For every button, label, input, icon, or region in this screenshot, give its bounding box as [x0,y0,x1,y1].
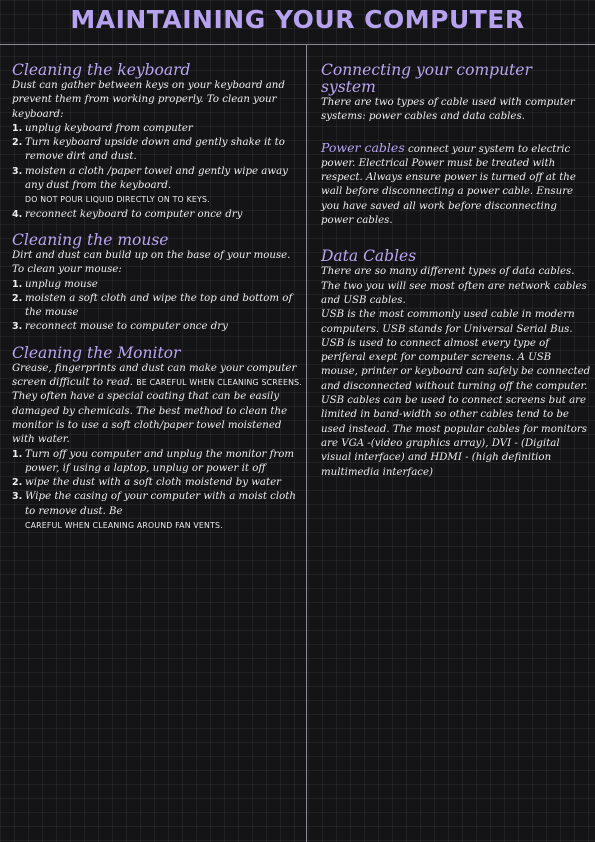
step-number: 1. [12,278,23,290]
list-item [12,165,302,208]
keyboard-heading: Cleaning the keyboard [12,61,191,79]
data-section [321,248,591,479]
mouse-heading: Cleaning the mouse [12,230,169,249]
column-divider [306,44,307,842]
data-heading: Data Cables [321,247,417,266]
step-number: 1. [12,122,23,134]
power-body: connect your system to electric power. Electrical Power must be treated with respect. Always ensure power is turned off at the wall before disconnecting a power cable. Ensure you have saved all work before disconnecting power cables. [321,143,576,227]
mouse-section [12,232,302,335]
step-number: 2. [12,292,23,304]
keyboard-intro: Dust can gather between keys on your keyboard and prevent them from working properly. To clean your keyboard: [12,80,285,120]
connecting-heading: Connecting your computer system [321,61,532,96]
list-item [12,136,302,165]
step-number: 2. [12,477,23,489]
list-item [12,278,302,292]
step-number: 3. [12,165,23,177]
step-number: 1. [12,448,23,460]
step-text: moisten a soft cloth and wipe the top and bottom of the mouse [25,292,293,319]
data-paragraph-3: USB cables can be used to connect screens but are limited in band-width so other cables tend to be used instead. The most popular cables for monitors are VGA -(video graphics array), DVI - (Digital visual interface) and HDMI - (high definition multimedia interface) [321,395,587,478]
right-column [321,62,591,480]
list-item [12,292,302,321]
title-divider [0,44,595,45]
page-title: MAINTAINING YOUR COMPUTER [70,5,525,34]
step-text: moisten a cloth /paper towel and gently wipe away any dust from the keyboard. [25,165,288,192]
step-text: reconnect mouse to computer once dry [25,321,228,333]
list-item [12,320,302,334]
warning-text: BE CAREFUL WHEN CLEANING SCREENS. [136,378,302,388]
step-text: reconnect keyboard to computer once dry [25,208,243,220]
mouse-intro: Dirt and dust can build up on the base of your mouse. To clean your mouse: [12,249,291,276]
connecting-text: There are two types of cable used with computer systems: power cables and data cables. [321,97,575,123]
step-text: unplug mouse [25,278,98,290]
monitor-heading: Cleaning the Monitor [12,343,181,362]
monitor-section [12,345,302,534]
list-item [12,490,302,533]
power-text [321,141,591,229]
keyboard-section [12,62,302,222]
power-section [321,141,591,229]
keyboard-steps [12,122,302,222]
monitor-steps [12,448,302,534]
step-text: unplug keyboard from computer [25,122,193,134]
step-text: Wipe the casing of your computer with a moist cloth to remove dust. Be [25,491,296,517]
step-number: 3. [12,491,23,503]
mouse-steps [12,278,302,335]
data-paragraph-2: USB is the most commonly used cable in modern computers. USB stands for Universal Serial Bus. USB is used to connect almost every type of periferal exept for computer screens. A USB mouse, printer or keyboard can safely be connected and disconnected without turning off the computer. [321,309,591,392]
connecting-section [321,62,591,125]
power-lead: Power cables [321,139,405,155]
monitor-intro [12,362,302,448]
step-text: wipe the dust with a soft cloth moistend by water [25,477,281,489]
list-item [12,122,302,136]
list-item [12,476,302,490]
data-paragraph-1: There are so many different types of data cables. The two you will see most often are network cables and USB cables. [321,266,587,306]
warning-text: CAREFUL WHEN CLEANING AROUND FAN VENTS. [25,521,223,531]
left-column [12,62,302,543]
monitor-intro-rest: They often have a special coating that can be easily damaged by chemicals. The best method to clean the monitor is to use a soft cloth/paper towel moistened with water. [12,391,288,446]
list-item [12,208,302,222]
step-number: 3. [12,321,23,333]
step-text: Turn off you computer and unplug the monitor from power, if using a laptop, unplug or power it off [25,448,295,474]
list-item [12,448,302,477]
step-text: Turn keyboard upside down and gently shake it to remove dirt and dust. [25,137,285,163]
warning-text: DO NOT POUR LIQUID DIRECTLY ON TO KEYS. [25,195,210,205]
step-number: 4. [12,208,23,220]
monitor-intro-text: Grease, fingerprints and dust can make your computer screen difficult to read. [12,362,297,389]
step-number: 2. [12,137,23,149]
